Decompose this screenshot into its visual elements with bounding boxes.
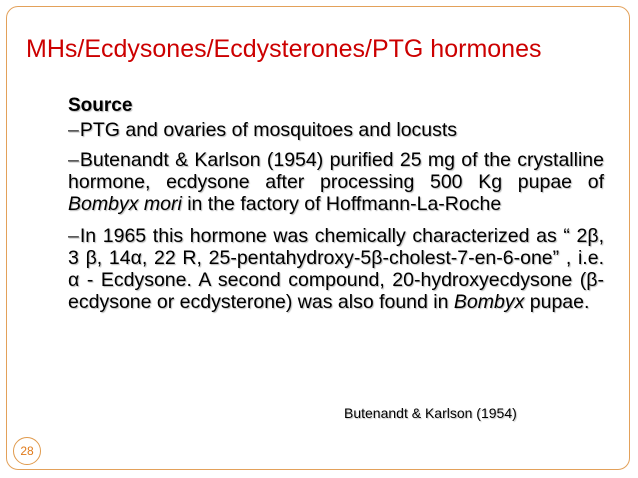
bullet-text	[68, 149, 604, 215]
italic-text: Bombyx mori	[68, 193, 182, 215]
bullet-item	[68, 119, 604, 141]
slide-body	[68, 95, 604, 323]
bullet-text	[80, 119, 457, 141]
bullet-item	[68, 225, 604, 313]
source-heading: Source	[68, 95, 133, 116]
bullet-text	[68, 225, 604, 313]
bullet-item	[68, 149, 604, 215]
text-run: In 1965 this hormone was chemically characterized as “ 2β, 3 β, 14α, 22 R, 25-pentahydroxy-5β-cholest-7-en-6-one” , i.e. α - Ecdysone. A second compound, 20-hydroxyecdysone (β-ecdysone or ecdysterone) was also found in	[68, 225, 604, 313]
text-run: pupae.	[524, 291, 590, 313]
citation: Butenandt & Karlson (1954)	[344, 405, 517, 421]
text-run: PTG and ovaries of mosquitoes and locusts	[79, 119, 458, 141]
bullet-dash: –	[68, 225, 79, 247]
italic-text: Bombyx	[453, 291, 525, 313]
slide-title: MHs/Ecdysones/Ecdysterones/PTG hormones	[26, 35, 542, 63]
text-run: in the factory of Hoffmann-La-Roche	[181, 193, 502, 215]
bullet-dash: –	[68, 149, 79, 171]
page-number-badge: 28	[13, 437, 41, 465]
bullet-dash: –	[68, 119, 79, 141]
text-run: Butenandt & Karlson (1954) purified 25 mg of the crystalline hormone, ecdysone after processing 500 Kg pupae of	[68, 149, 604, 193]
